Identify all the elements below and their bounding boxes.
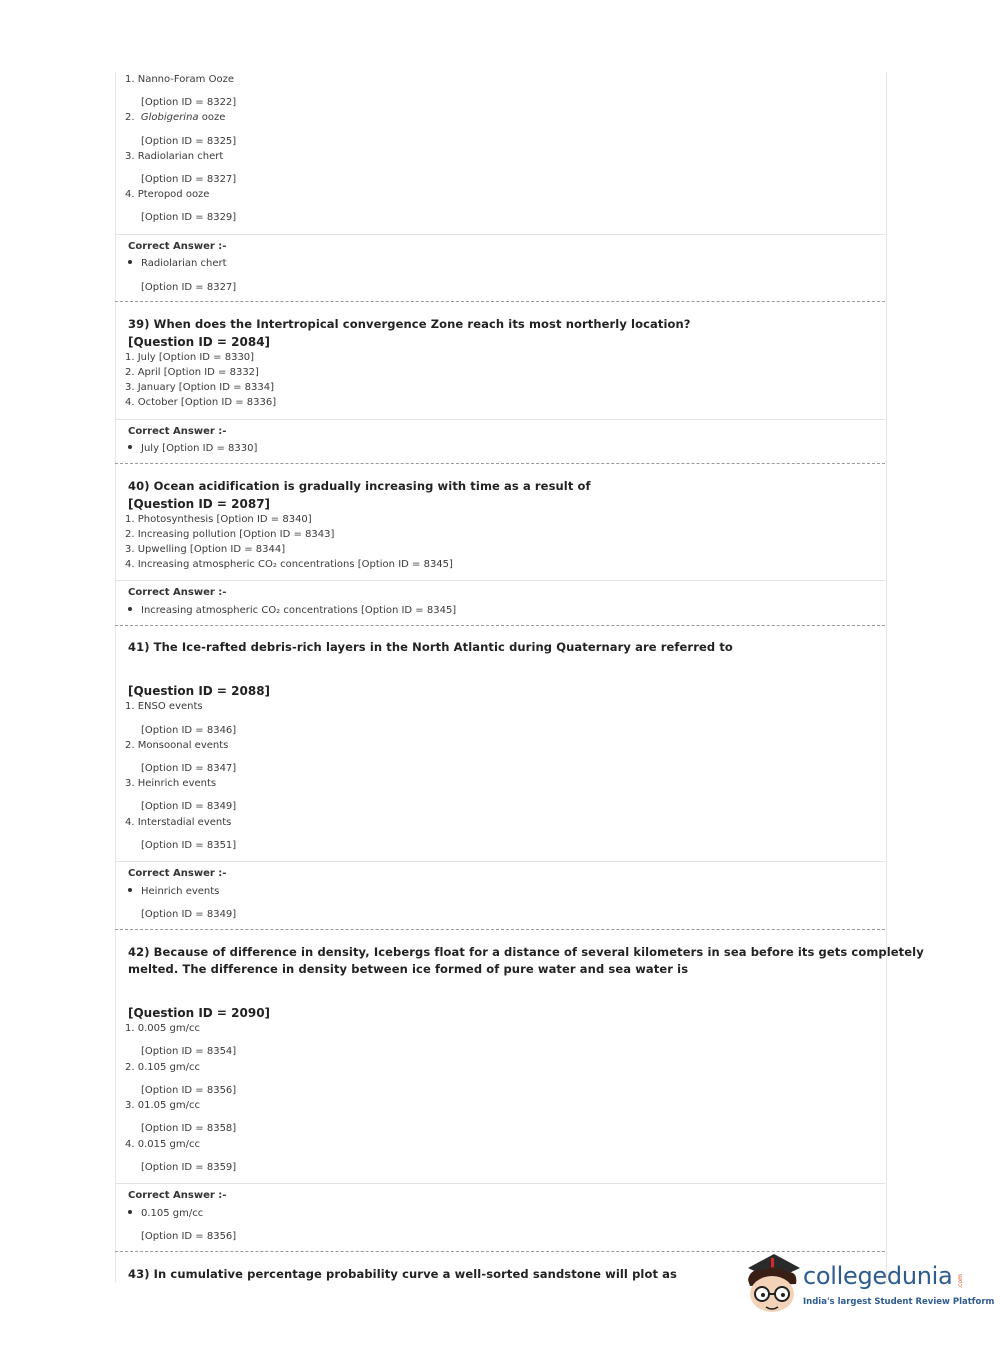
q41-correct-answer: Heinrich events [128, 886, 219, 898]
q38-correct-answer: Radiolarian chert [128, 258, 227, 270]
q42-option-4-id: [Option ID = 8359] [141, 1162, 237, 1173]
q39-correct-heading: Correct Answer :- [128, 426, 227, 437]
q42-option-2-id: [Option ID = 8356] [141, 1085, 237, 1096]
q39-option-2: 2. April [Option ID = 8332] [125, 367, 259, 378]
q41-option-3-id: [Option ID = 8349] [141, 801, 237, 812]
q40-question: 40) Ocean acidification is gradually increasing with time as a result of [128, 479, 591, 493]
q41-option-2-id: [Option ID = 8347] [141, 763, 237, 774]
q38-option-3: 3. Radiolarian chert [125, 151, 224, 162]
divider [115, 861, 885, 862]
q41-option-1: 1. ENSO events [125, 701, 203, 712]
q38-correct-id: [Option ID = 8327] [141, 282, 237, 293]
q40-option-3: 3. Upwelling [Option ID = 8344] [125, 544, 286, 555]
q39-option-1: 1. July [Option ID = 8330] [125, 352, 255, 363]
q41-option-1-id: [Option ID = 8346] [141, 725, 237, 736]
divider [115, 419, 885, 420]
q42-option-1: 1. 0.005 gm/cc [125, 1023, 200, 1034]
q39-question-id: [Question ID = 2084] [128, 335, 271, 349]
divider [115, 580, 885, 581]
q41-correct-id: [Option ID = 8349] [141, 909, 237, 920]
q39-question: 39) When does the Intertropical convergence Zone reach its most northerly location? [128, 317, 691, 331]
q42-correct-heading: Correct Answer :- [128, 1190, 227, 1201]
question-separator [115, 929, 885, 930]
question-separator [115, 463, 885, 464]
q39-option-3: 3. January [Option ID = 8334] [125, 382, 274, 393]
q40-option-2: 2. Increasing pollution [Option ID = 8343] [125, 529, 335, 540]
bullet-icon [128, 607, 132, 611]
q41-correct-heading: Correct Answer :- [128, 868, 227, 879]
q42-correct-answer: 0.105 gm/cc [128, 1208, 203, 1220]
q38-option-3-id: [Option ID = 8327] [141, 174, 237, 185]
q42-option-2: 2. 0.105 gm/cc [125, 1062, 200, 1073]
bullet-icon [128, 1210, 132, 1214]
q42-option-3-id: [Option ID = 8358] [141, 1123, 237, 1134]
q42-question-line2: melted. The difference in density between ice formed of pure water and sea water is [128, 962, 689, 976]
q42-option-3: 3. 01.05 gm/cc [125, 1100, 200, 1111]
q42-option-1-id: [Option ID = 8354] [141, 1046, 237, 1057]
q39-correct-answer: July [Option ID = 8330] [128, 443, 257, 455]
q42-option-4: 4. 0.015 gm/cc [125, 1139, 200, 1150]
q43-question: 43) In cumulative percentage probability curve a well-sorted sandstone will plot as [128, 1267, 677, 1281]
q42-correct-id: [Option ID = 8356] [141, 1231, 237, 1242]
q40-option-1: 1. Photosynthesis [Option ID = 8340] [125, 514, 312, 525]
q41-question: 41) The Ice-rafted debris-rich layers in the North Atlantic during Quaternary are referred to [128, 640, 733, 654]
bullet-icon [128, 445, 132, 449]
q38-option-2-id: [Option ID = 8325] [141, 136, 237, 147]
q38-option-4: 4. Pteropod ooze [125, 189, 210, 200]
q38-correct-heading: Correct Answer :- [128, 241, 227, 252]
q41-option-2: 2. Monsoonal events [125, 740, 229, 751]
q40-question-id: [Question ID = 2087] [128, 497, 271, 511]
bullet-icon [128, 888, 132, 892]
q41-option-4: 4. Interstadial events [125, 817, 232, 828]
q40-correct-heading: Correct Answer :- [128, 587, 227, 598]
q40-option-4: 4. Increasing atmospheric CO₂ concentrations [Option ID = 8345] [125, 559, 453, 570]
q42-question-id: [Question ID = 2090] [128, 1006, 271, 1020]
bullet-icon [128, 260, 132, 264]
q38-option-1: 1. Nanno-Foram Ooze [125, 74, 234, 85]
logo-wordmark: collegedunia [803, 1262, 953, 1290]
divider [115, 1183, 885, 1184]
q41-option-3: 3. Heinrich events [125, 778, 217, 789]
q38-option-2: 2. Globigerina ooze [125, 112, 226, 123]
q41-question-id: [Question ID = 2088] [128, 684, 271, 698]
logo-tagline: India's largest Student Review Platform [803, 1297, 995, 1307]
document-frame [115, 72, 887, 1282]
q42-question-line1: 42) Because of difference in density, Icebergs float for a distance of several kilometers in sea before its gets completely [128, 945, 924, 959]
q38-option-1-id: [Option ID = 8322] [141, 97, 237, 108]
logo-com: .com [957, 1274, 964, 1289]
question-separator [115, 301, 885, 302]
q41-option-4-id: [Option ID = 8351] [141, 840, 237, 851]
q38-option-4-id: [Option ID = 8329] [141, 212, 237, 223]
q40-correct-answer: Increasing atmospheric CO₂ concentrations [Option ID = 8345] [128, 605, 456, 617]
question-separator [115, 625, 885, 626]
q39-option-4: 4. October [Option ID = 8336] [125, 397, 277, 408]
divider [115, 234, 885, 235]
